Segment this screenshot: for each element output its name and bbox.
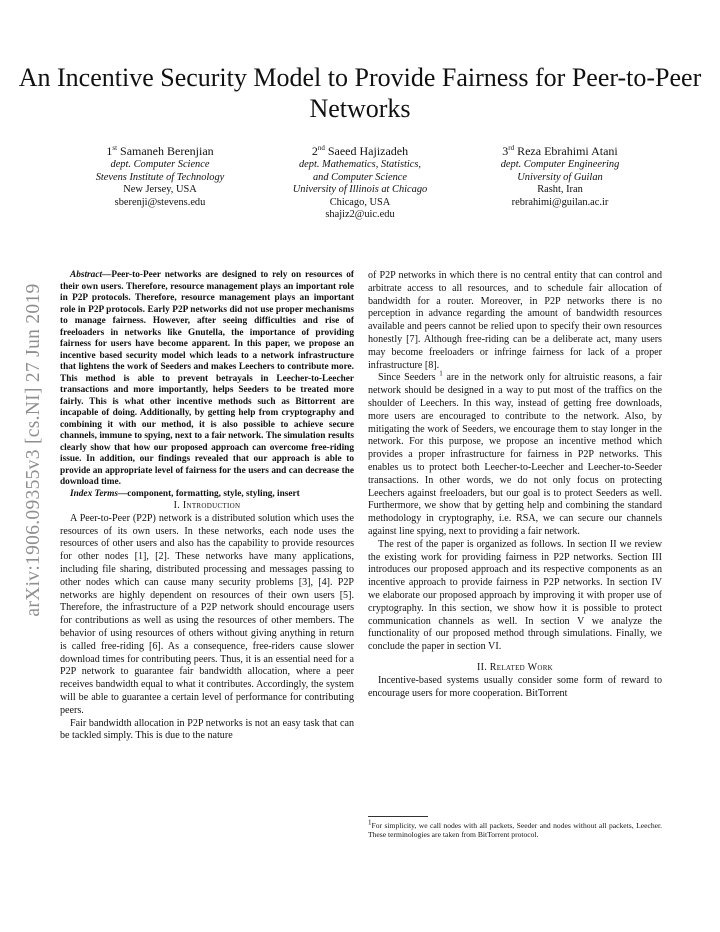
author-location: Chicago, USA: [329, 196, 391, 208]
abstract: [60, 270, 354, 489]
footnote: [368, 818, 662, 840]
author-location: New Jersey, USA: [123, 184, 197, 196]
paragraph: [368, 372, 662, 538]
footnote-rule: [368, 816, 428, 817]
left-column: [60, 270, 354, 743]
right-column: [368, 270, 662, 700]
author-ordinal: 3: [502, 144, 509, 158]
author-block: [60, 144, 660, 222]
abstract-label: Abstract: [70, 270, 103, 280]
ordinal-suffix: rd: [508, 144, 515, 152]
author-dept-cont: and Computer Science: [312, 171, 408, 183]
author-dept: dept. Computer Engineering: [500, 159, 620, 170]
section-heading-introduction: I. Introduction: [173, 500, 241, 511]
footnote-number: 1: [368, 818, 372, 827]
author-ordinal: 2: [311, 144, 318, 158]
author-3: [460, 144, 660, 222]
author-institution: Stevens Institute of Technology: [95, 171, 225, 183]
author-email: shajiz2@uic.edu: [325, 209, 395, 221]
abstract-text: —Peer-to-Peer networks are designed to rely on resources of their own users. Therefore, resource management plays an important role in P2P protocols. Therefore, resource management plays an important role in P2P protocols. Early P2P networks did not use proper mechanisms to manage fairness. However, after seeing difficulties and rise of freeloaders in networks like Gnutella, the importance of providing fairness for users have become apparent. In this paper, we propose an incentive based security model which leads to a network infrastructure that lightens the work of Seeders and makes Leechers to contribute more. This method is able to prevent betrayals in Leecher-to-Leecher transactions and more importantly, helps Seeders to be treated more fairly. This is what other incentive methods such as Bittorrent are incapable of doing. Additionally, by getting help from cryptography and combining it with our method, it is also possible to achieve secure channels, immune to spying, next to a fair network. The simulation results clearly show that how our proposed approach can overcome free-riding issue. In addition, our findings revealed that our approach is able to provide an appropriate level of fairness for the users and can decrease the download time.: [60, 270, 354, 487]
paragraph: A Peer-to-Peer (P2P) network is a distributed solution which uses the resources of its own users. In these networks, each node uses the resources of other users and also has the capability to provide resources for other nodes [1], [2]. These networks have many applications, including file sharing, distributed processing and messages passing to other nodes which can cause many security problems [3], [4]. P2P networks are highly dependent on resources of their own users [5]. Therefore, the infrastructure of a P2P network should encourage users for contributions as well as using the resources of other members. The behavior of using resources of others without giving anything in return is called free-riding [6]. As a consequence, free-riders cause slower download times for contributing peers. Thus, it is an essential need for a P2P network to guarantee fair bandwidth allocation, where a peer receives bandwidth equal to what it contributes. Accordingly, the system will be able to guarantee a certain level of performance for contributing peers.: [60, 512, 354, 716]
author-2: [260, 144, 460, 222]
ordinal-suffix: st: [112, 144, 118, 152]
author-name: Saeed Hajizadeh: [327, 144, 409, 158]
paragraph-start: Since Seeders: [378, 372, 436, 384]
author-email: rebrahimi@guilan.ac.ir: [511, 196, 609, 208]
paragraph: The rest of the paper is organized as follows. In section II we review the existing work for providing fairness in P2P networks. Section III introduces our proposed approach and its respective components as an incentive approach to provide fairness in P2P networks. In section IV we elaborate our proposed approach by improving it with proper use of cryptography. In this section, we show how it is possible to protect communication channels as well. In section V we analyze the functionality of our proposed method through simulations. Finally, we conclude the paper in section VI.: [368, 538, 662, 653]
author-name: Reza Ebrahimi Atani: [517, 144, 618, 158]
author-dept: dept. Mathematics, Statistics,: [298, 159, 422, 170]
paper-title: An Incentive Security Model to Provide Fairness for Peer-to-Peer Networks: [18, 63, 702, 123]
index-terms: [60, 489, 354, 501]
index-terms-text: —component, formatting, style, styling, insert: [117, 488, 300, 499]
author-institution: University of Guilan: [517, 171, 603, 183]
paragraph: Fair bandwidth allocation in P2P networks is not an easy task that can be tackled simply. This is due to the nature: [60, 717, 354, 742]
section-heading-related-work: II. Related Work: [476, 661, 554, 673]
index-terms-label: Index Terms: [70, 488, 118, 499]
paragraph-rest: are in the network only for altruistic reasons, a fair network should be designed in a way to put most of the traffics on the shoulder of Leechers. In this way, instead of getting free downloads, more users are encouraged to contribute to the network. Also, by mitigating the work of Seeders, we encourage them to stay longer in the network. For this purpose, we propose an incentive method which provides a proper infrastructure for fairness in P2P networks. This enables us to protect both Leecher-to-Leecher and Leecher-to-Seeder transactions. In other words, we do not only focus on protecting Leechers against freeloaders, but our goal is to protect Seeders as well. Furthermore, we show that by getting help and combining the standard methodology in cryptography, i.e. RSA, we can secure our channels against line spying, next to providing a fair network.: [368, 372, 662, 537]
author-location: Rasht, Iran: [537, 184, 583, 196]
author-email: sberenji@stevens.edu: [114, 196, 206, 208]
footnote-text: For simplicity, we call nodes with all packets, Seeder and nodes without all packets, Leecher. These terminologies are taken from BitTorrent protocol.: [368, 821, 662, 840]
author-dept: dept. Computer Science: [110, 159, 210, 170]
author-institution: University of Illinois at Chicago: [292, 184, 428, 196]
author-1: [60, 144, 260, 222]
author-name: Samaneh Berenjian: [120, 144, 214, 158]
paragraph: Incentive-based systems usually consider some form of reward to encourage users for more cooperation. BitTorrent: [368, 674, 662, 699]
footnote-marker: 1: [439, 370, 443, 379]
ordinal-suffix: nd: [317, 144, 325, 152]
arxiv-id: arXiv:1906.09355v3 [cs.NI] 27 Jun 2019: [23, 283, 44, 617]
author-ordinal: 1: [106, 144, 113, 158]
paragraph: of P2P networks in which there is no central entity that can control and arbitrate access to all resources, and to schedule fair allocation of bandwidth for a router. Moreover, in P2P networks there is no perception in advance regarding the amount of bandwidth resources available and peers cannot be relied upon to specify their own resources honestly [7]. Although free-riding can be a deliberate act, many users may become freeloaders or infringe fairness for lack of a proper infrastructure [8].: [368, 270, 662, 371]
